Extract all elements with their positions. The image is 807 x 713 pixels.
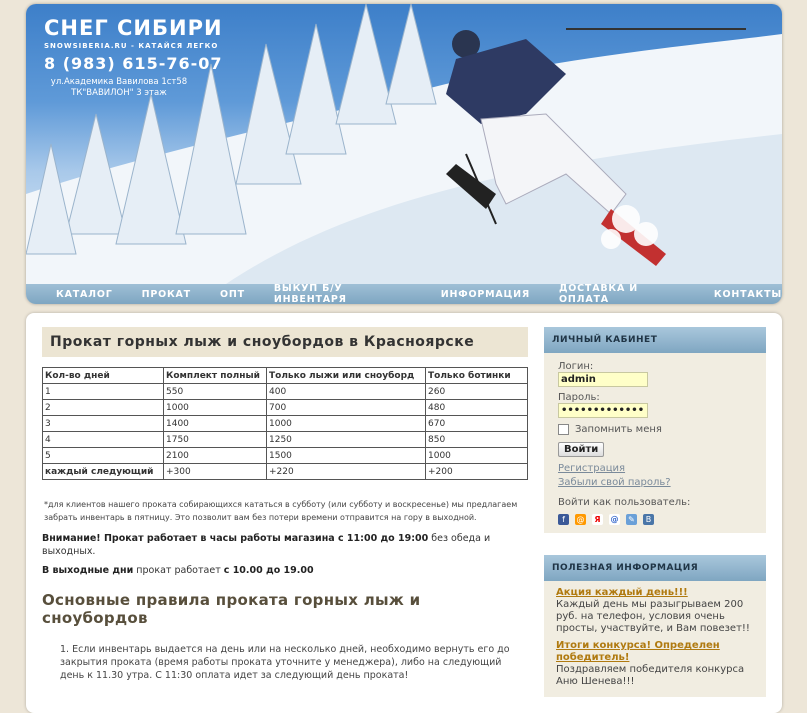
table-cell: 4 xyxy=(43,432,164,448)
remember-row xyxy=(558,424,752,435)
attention-bold: Внимание! Прокат работает в часы работы магазина с 11:00 до 19:00 xyxy=(42,533,429,544)
nav-item-delivery[interactable]: ДОСТАВКА И ОПЛАТА xyxy=(559,283,638,304)
table-cell: каждый следующий xyxy=(43,464,164,480)
table-cell: 400 xyxy=(267,384,426,400)
table-header-row xyxy=(43,368,528,384)
weekend-note: *для клиентов нашего проката собирающихся кататься в субботу (или субботу и воскресенье) мы предлагаем забрать инвентарь в пятницу. Это позволит вам без потери времени отправится на гору в выходной. xyxy=(44,500,518,522)
cabinet-heading: ЛИЧНЫЙ КАБИНЕТ xyxy=(544,327,766,353)
table-cell: 1750 xyxy=(164,432,267,448)
attention-rest: без обеда и выходных. xyxy=(42,533,491,557)
sidebar xyxy=(544,327,766,697)
table-cell: 2 xyxy=(43,400,164,416)
address-line-2: ТК"ВАВИЛОН" 3 этаж xyxy=(71,88,167,98)
info-heading: ПОЛЕЗНАЯ ИНФОРМАЦИЯ xyxy=(544,555,766,581)
nav-item-catalog[interactable]: КАТАЛОГ xyxy=(56,288,113,300)
weekend-mid: прокат работает xyxy=(133,565,224,576)
content-area xyxy=(26,313,782,713)
attention-text xyxy=(42,532,528,558)
weekend-time: с 10.00 до 19.00 xyxy=(223,565,314,576)
price-table xyxy=(42,367,528,480)
table-row xyxy=(43,384,528,400)
main-column xyxy=(42,327,528,682)
nav-item-wholesale[interactable]: ОПТ xyxy=(219,288,245,300)
table-cell: 5 xyxy=(43,448,164,464)
table-cell: 1000 xyxy=(426,448,528,464)
site-header xyxy=(26,4,782,304)
table-row xyxy=(43,416,528,432)
nav-item-rental[interactable]: ПРОКАТ xyxy=(141,288,191,300)
nav-item-buyback[interactable]: ВЫКУП Б/У ИНВЕНТАРЯ xyxy=(273,283,347,304)
remember-checkbox[interactable] xyxy=(558,424,569,435)
table-header: Кол-во дней xyxy=(43,368,164,384)
rules-heading: Основные правила проката горных лыж и сноубордов xyxy=(42,591,421,627)
contest-text: Поздравляем победителя конкурса Аню Шенева!!! xyxy=(556,664,745,687)
address-line-1: ул.Академика Вавилова 1ст58 xyxy=(50,77,188,87)
promo-link[interactable]: Акция каждый день!!! xyxy=(556,587,688,598)
table-cell: 670 xyxy=(426,416,528,432)
yandex-icon[interactable]: Я xyxy=(592,514,603,525)
promo-text: Каждый день мы разыгрываем 200 руб. на телефон, условия очень просты, участвуйте, и Вам повезет!! xyxy=(556,599,750,634)
social-login-label: Войти как пользователь: xyxy=(558,497,691,508)
table-header: Только ботинки xyxy=(426,368,528,384)
social-icons xyxy=(558,514,752,525)
weekend-bold: В выходные дни xyxy=(42,565,134,576)
nav-item-contacts[interactable]: КОНТАКТЫ xyxy=(713,288,782,300)
contest-link[interactable]: Итоги конкурса! Определен победитель! xyxy=(556,640,720,663)
rule-item: 1. Если инвентарь выдается на день или на несколько дней, необходимо вернуть его до закрытия проката (время работы проката уточните у менеджера), либо на следующий день к 11.30 утра. С 11:30 оплата идет за следующий день проката! xyxy=(60,644,510,681)
address xyxy=(44,77,194,99)
password-label: Пароль: xyxy=(558,392,600,403)
table-cell: 1 xyxy=(43,384,164,400)
table-header: Комплект полный xyxy=(164,368,267,384)
table-cell: 1000 xyxy=(267,416,426,432)
info-panel xyxy=(544,581,766,697)
forgot-password-link[interactable]: Забыли свой пароль? xyxy=(558,477,671,488)
table-cell: 1250 xyxy=(267,432,426,448)
table-cell: 700 xyxy=(267,400,426,416)
table-cell: 1400 xyxy=(164,416,267,432)
table-cell: +220 xyxy=(267,464,426,480)
table-cell: +200 xyxy=(426,464,528,480)
hero-banner xyxy=(26,4,782,284)
main-nav xyxy=(26,284,782,304)
email-icon[interactable]: @ xyxy=(610,515,619,524)
table-row xyxy=(43,432,528,448)
table-cell: +300 xyxy=(164,464,267,480)
table-row xyxy=(43,400,528,416)
login-label: Логин: xyxy=(558,361,594,372)
table-cell: 850 xyxy=(426,432,528,448)
page-title: Прокат горных лыж и сноубордов в Красноярске xyxy=(42,327,528,357)
facebook-icon[interactable]: f xyxy=(558,514,569,525)
table-cell: 3 xyxy=(43,416,164,432)
table-cell: 480 xyxy=(426,400,528,416)
table-row xyxy=(43,464,528,480)
phone-number: 8 (983) 615-76-07 xyxy=(44,54,223,73)
table-cell: 260 xyxy=(426,384,528,400)
remember-label: Запомнить меня xyxy=(575,424,662,435)
login-panel xyxy=(544,353,766,533)
login-input[interactable]: admin xyxy=(558,372,648,387)
site-slogan: SNOWSIBERIA.RU - КАТАЙСЯ ЛЕГКО xyxy=(44,42,219,50)
table-cell: 1000 xyxy=(164,400,267,416)
table-header: Только лыжи или сноуборд xyxy=(267,368,426,384)
register-link[interactable]: Регистрация xyxy=(558,463,626,474)
login-button[interactable]: Войти xyxy=(558,442,604,457)
password-input[interactable]: ••••••••••••• xyxy=(558,403,648,418)
table-row xyxy=(43,448,528,464)
site-title[interactable]: СНЕГ СИБИРИ xyxy=(44,16,223,40)
table-cell: 1500 xyxy=(267,448,426,464)
table-cell: 2100 xyxy=(164,448,267,464)
weekend-hours xyxy=(42,564,528,577)
table-cell: 550 xyxy=(164,384,267,400)
vkontakte-icon[interactable]: B xyxy=(643,514,654,525)
nav-item-info[interactable]: ИНФОРМАЦИЯ xyxy=(440,288,531,300)
brand-block xyxy=(44,16,223,99)
mail-ru-icon[interactable]: @ xyxy=(576,515,585,524)
livejournal-icon[interactable]: ✎ xyxy=(626,514,637,525)
